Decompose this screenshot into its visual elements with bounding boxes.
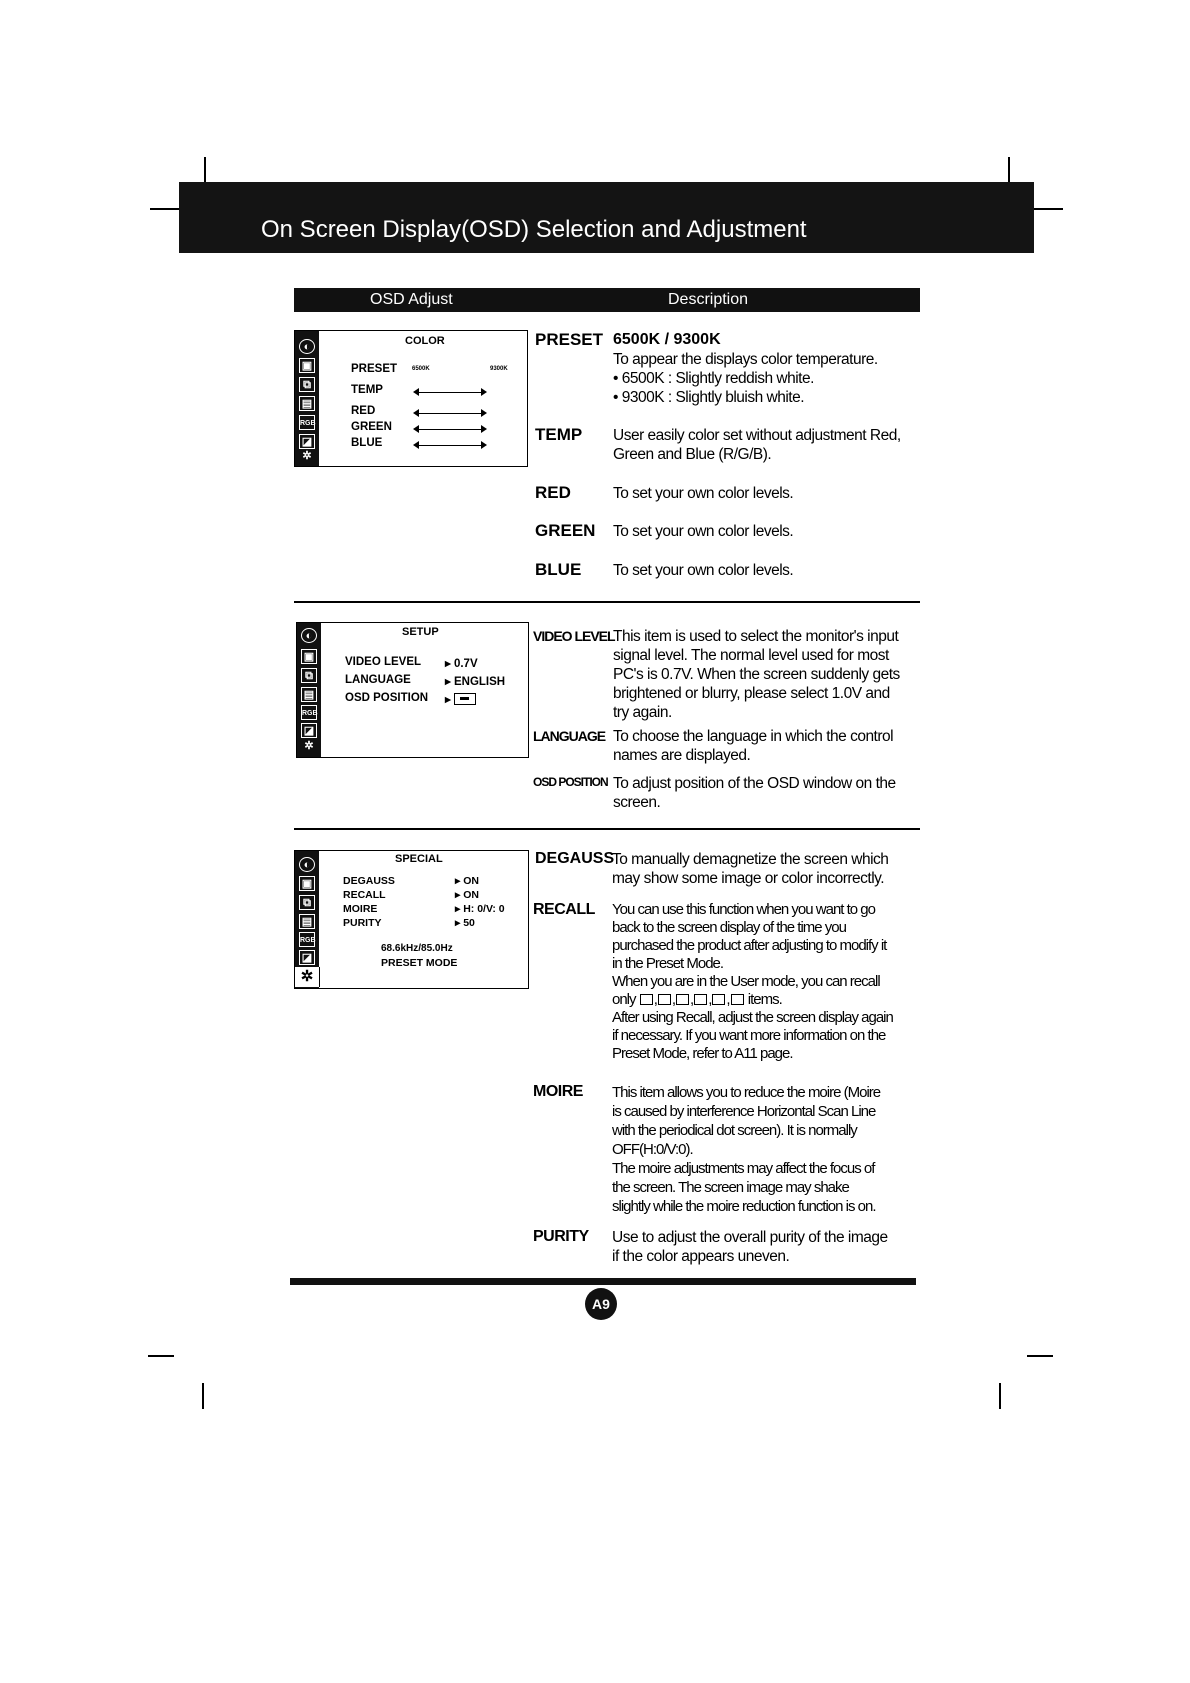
icon-strip [295, 331, 319, 466]
value-text: ON [463, 889, 479, 901]
desc-line: Preset Mode, refer to A11 page. [612, 1045, 793, 1062]
desc-osd-position [613, 774, 896, 812]
geometry-icon: ▤ [299, 396, 315, 411]
desc-degauss [612, 850, 888, 888]
menu-row-label: RECALL [343, 889, 386, 901]
crop-mark [1027, 1355, 1053, 1357]
term-recall: RECALL [533, 901, 595, 918]
osd-adjust-label: OSD Adjust [370, 291, 453, 308]
recall-value[interactable]: ▸ ON [455, 889, 479, 901]
menu-row-label: RED [351, 405, 376, 417]
mode-readout: PRESET MODE [381, 957, 458, 969]
footer-bar [290, 1278, 916, 1285]
desc-line: This item allows you to reduce the moire (Moire [612, 1084, 881, 1101]
desc-line: purchased the product after adjusting to modify it [612, 937, 887, 954]
section-divider [294, 601, 920, 603]
menu-row-label: PRESET [351, 363, 398, 375]
position-icon: ▣ [299, 876, 315, 891]
menu-row-label: PURITY [343, 917, 382, 929]
value-text: 50 [463, 917, 475, 929]
description-header [527, 288, 920, 312]
rgb-icon: RGB [299, 415, 315, 430]
description-label: Description [668, 291, 749, 308]
desc-line: • 9300K : Slightly bluish white. [613, 389, 805, 406]
moire-value[interactable]: ▸ H: 0/V: 0 [455, 903, 505, 915]
recall-only-suffix: items. [747, 991, 782, 1008]
desc-line-recall-items: only , , , , , items. [612, 991, 782, 1008]
video-level-value[interactable]: ▸ 0.7V [445, 658, 478, 670]
contrast-icon: ◐ [301, 628, 317, 643]
icon-strip [297, 623, 321, 757]
desc-line: try again. [613, 704, 672, 721]
menu-title: SETUP [402, 626, 439, 638]
desc-line: You can use this function when you want to go [612, 901, 875, 918]
term-moire: MOIRE [533, 1083, 583, 1100]
desc-line: To set your own color levels. [613, 523, 794, 540]
term-preset: PRESET [535, 330, 604, 349]
desc-line: in the Preset Mode. [612, 955, 724, 972]
preset-heading: 6500K / 9300K [613, 331, 721, 348]
preset-mode-icon [676, 994, 689, 1005]
menu-title: COLOR [405, 335, 445, 347]
osd-adjust-header [294, 288, 527, 312]
size-icon: ⧉ [299, 377, 315, 392]
desc-line: This item is used to select the monitor's input [613, 628, 899, 645]
desc-line: After using Recall, adjust the screen display again [612, 1009, 893, 1026]
preset-right-value: 9300K [490, 366, 508, 372]
term-green: GREEN [535, 521, 596, 540]
desc-line: To appear the displays color temperature. [613, 351, 878, 368]
recall-only-prefix: only [612, 991, 636, 1008]
desc-blue [613, 561, 793, 580]
crop-mark [999, 1383, 1001, 1409]
desc-line: User easily color set without adjustment Red, [613, 427, 901, 444]
osd-window-icon [454, 693, 476, 705]
desc-language [613, 727, 893, 765]
value-text: H: 0/V: 0 [463, 903, 505, 915]
term-temp: TEMP [535, 425, 583, 444]
contrast-icon: ◐ [299, 857, 315, 872]
desc-recall [612, 901, 893, 1063]
desc-line: To adjust position of the OSD window on the [613, 775, 896, 792]
position-icon: ▣ [301, 649, 317, 664]
crop-mark [148, 1355, 174, 1357]
desc-temp [613, 426, 901, 464]
rgb-icon: RGB [299, 932, 315, 947]
desc-line: with the periodical dot screen). It is normally [612, 1122, 857, 1139]
size-icon: ⧉ [299, 895, 315, 910]
menu-row-label: GREEN [351, 421, 392, 433]
desc-line: • 6500K : Slightly reddish white. [613, 370, 814, 387]
preset-mode-icon [658, 994, 671, 1005]
desc-line: back to the screen display of the time you [612, 919, 846, 936]
term-purity: PURITY [533, 1228, 589, 1245]
special-icon: ✲ [295, 967, 320, 987]
red-slider[interactable] [415, 413, 485, 414]
desc-red [613, 484, 793, 503]
desc-line: When you are in the User mode, you can recall [612, 973, 880, 990]
preset-mode-icon [640, 994, 653, 1005]
desc-video-level [613, 627, 900, 722]
desc-line: To manually demagnetize the screen which [612, 851, 889, 868]
value-text: ON [463, 875, 479, 887]
term-video-level: VIDEO LEVEL [533, 628, 615, 644]
geometry-icon: ▤ [299, 914, 315, 929]
setup-icon: ◪ [301, 723, 317, 738]
desc-line: OFF(H:0/V:0). [612, 1141, 693, 1158]
preset-mode-icon [731, 994, 744, 1005]
value-text: ENGLISH [453, 676, 506, 688]
degauss-value[interactable]: ▸ ON [455, 875, 479, 887]
desc-line: the screen. The screen image may shake [612, 1179, 849, 1196]
menu-row-label: VIDEO LEVEL [345, 656, 422, 668]
size-icon: ⧉ [301, 668, 317, 683]
desc-line: PC's is 0.7V. When the screen suddenly gets [613, 666, 900, 683]
osd-position-value[interactable]: ▸ [445, 692, 476, 706]
desc-line: To choose the language in which the control [613, 728, 894, 745]
green-slider[interactable] [415, 429, 485, 430]
preset-mode-icon [712, 994, 725, 1005]
desc-preset [613, 350, 878, 407]
setup-menu [296, 622, 529, 758]
language-value[interactable]: ▸ ENGLISH [445, 676, 506, 688]
value-text: 0.7V [453, 658, 478, 670]
menu-row-label: BLUE [351, 437, 383, 449]
desc-line: To set your own color levels. [613, 485, 794, 502]
desc-line: names are displayed. [613, 747, 751, 764]
desc-line: brightened or blurry, please select 1.0V and [613, 685, 890, 702]
desc-purity [612, 1228, 888, 1266]
special-icon: ✲ [302, 450, 312, 462]
desc-line: signal level. The normal level used for most [613, 647, 889, 664]
term-osd-position: OSD POSITION [533, 775, 608, 789]
menu-row-label: OSD POSITION [345, 692, 429, 704]
desc-line: Green and Blue (R/G/B). [613, 446, 772, 463]
desc-line: slightly while the moire reduction function is on. [612, 1198, 876, 1215]
desc-line: screen. [613, 794, 661, 811]
crop-mark [150, 208, 179, 210]
crop-mark [202, 1383, 204, 1409]
menu-row-label: LANGUAGE [345, 674, 411, 686]
title-banner [179, 182, 1034, 253]
purity-value[interactable]: ▸ 50 [455, 917, 475, 929]
term-degauss: DEGAUSS [535, 850, 615, 867]
desc-line: is caused by interference Horizontal Scan Line [612, 1103, 876, 1120]
contrast-icon: ◐ [299, 339, 315, 354]
preset-left-value: 6500K [412, 366, 430, 372]
menu-row-label: DEGAUSS [343, 875, 395, 887]
desc-line: if necessary. If you want more information on the [612, 1027, 886, 1044]
crop-mark [1034, 208, 1063, 210]
desc-line: if the color appears uneven. [612, 1248, 790, 1265]
preset-mode-icon [694, 994, 707, 1005]
term-language: LANGUAGE [533, 728, 606, 744]
desc-line: Use to adjust the overall purity of the image [612, 1229, 888, 1246]
special-icon: ✲ [304, 740, 314, 752]
special-menu [294, 850, 529, 989]
menu-row-label: TEMP [351, 384, 383, 396]
desc-line: may show some image or color incorrectly. [612, 870, 885, 887]
crop-mark [204, 157, 206, 182]
setup-icon: ◪ [299, 434, 315, 449]
setup-icon: ◪ [299, 950, 315, 965]
term-blue: BLUE [535, 560, 582, 579]
geometry-icon: ▤ [301, 687, 317, 702]
desc-green [613, 522, 793, 541]
rgb-icon: RGB [301, 705, 317, 720]
term-red: RED [535, 483, 571, 502]
color-menu [294, 330, 528, 467]
crop-mark [1008, 157, 1010, 182]
blue-slider[interactable] [415, 445, 485, 446]
frequency-readout: 68.6kHz/85.0Hz [381, 943, 453, 954]
menu-row-label: MOIRE [343, 903, 378, 915]
temp-slider[interactable] [415, 392, 485, 393]
position-icon: ▣ [299, 358, 315, 373]
page-title: On Screen Display(OSD) Selection and Adjustment [261, 216, 807, 243]
desc-moire [612, 1083, 880, 1216]
section-divider [294, 828, 920, 830]
desc-line: The moire adjustments may affect the focus of [612, 1160, 875, 1177]
menu-title: SPECIAL [395, 853, 443, 865]
page-number: A9 [585, 1288, 617, 1320]
desc-line: To set your own color levels. [613, 562, 794, 579]
